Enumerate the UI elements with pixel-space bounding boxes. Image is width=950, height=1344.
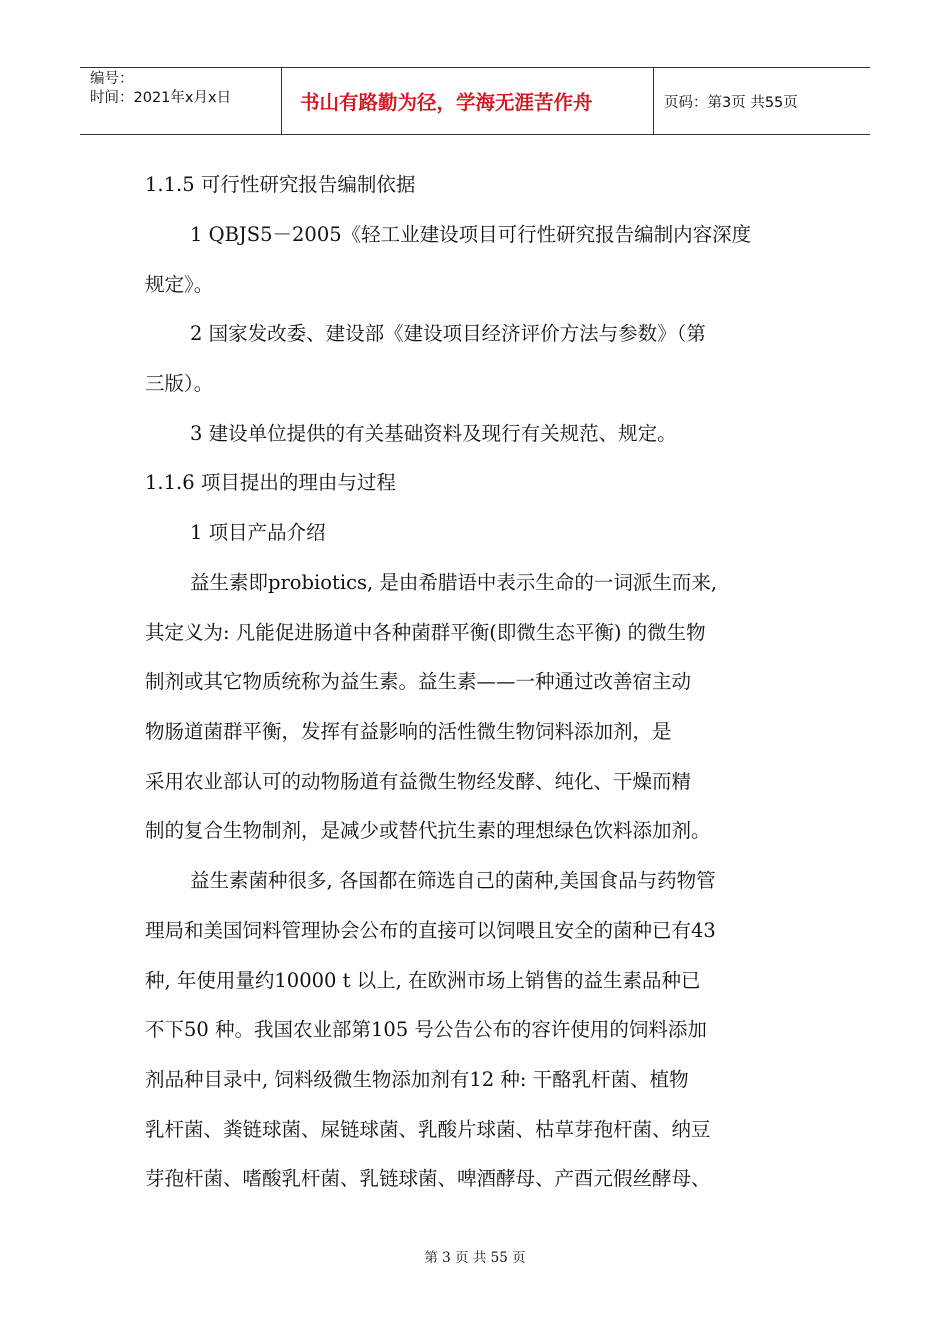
body-line: 其定义为: 凡能促进肠道中各种菌群平衡(即微生态平衡) 的微生物 [145, 621, 706, 644]
page-header [80, 67, 870, 135]
doc-date-label: 时间：2021年x月x日 [90, 90, 232, 106]
header-motto: 书山有路勤为径，学海无涯苦作舟 [282, 68, 654, 134]
body-line: 乳杆菌、粪链球菌、屎链球菌、乳酸片球菌、枯草芽孢杆菌、纳豆 [145, 1118, 711, 1141]
body-line: 2 国家发改委、建设部《建设项目经济评价方法与参数》（第 [190, 322, 706, 345]
body-line: 种, 年使用量约10000 t 以上, 在欧洲市场上销售的益生素品种已 [145, 969, 701, 992]
subheading: 1 项目产品介绍 [190, 521, 326, 544]
body-line: 3 建设单位提供的有关基础资料及现行有关规范、规定。 [190, 422, 677, 445]
body-line: 芽孢杆菌、嗜酸乳杆菌、乳链球菌、啤酒酵母、产酉元假丝酵母、 [145, 1167, 711, 1190]
body-line: 理局和美国饲料管理协会公布的直接可以饲喂且安全的菌种已有43 [145, 919, 716, 942]
body-line: 剂品种目录中, 饲料级微生物添加剂有12 种: 干酪乳杆菌、植物 [145, 1068, 689, 1091]
body-line: 益生素即probiotics, 是由希腊语中表示生命的一词派生而来, [190, 571, 718, 594]
section-heading-1-1-6: 1.1.6 项目提出的理由与过程 [145, 471, 396, 494]
page-footer: 第 3 页 共 55 页 [424, 1250, 526, 1266]
body-line: 采用农业部认可的动物肠道有益微生物经发酵、纯化、干燥而精 [145, 770, 692, 793]
header-page-info: 页码：第3页 共55页 [664, 94, 798, 111]
doc-number-label: 编号： [90, 71, 134, 87]
body-line: 制剂或其它物质统称为益生素。益生素——一种通过改善宿主动 [145, 670, 692, 693]
body-line: 制的复合生物制剂，是减少或替代抗生素的理想绿色饮料添加剂。 [145, 819, 711, 842]
body-line: 三版）。 [145, 372, 214, 395]
body-line: 物肠道菌群平衡，发挥有益影响的活性微生物饲料添加剂，是 [145, 720, 672, 743]
body-line: 1 QBJS5－2005《轻工业建设项目可行性研究报告编制内容深度 [190, 223, 752, 246]
section-heading-1-1-5: 1.1.5 可行性研究报告编制依据 [145, 173, 416, 196]
body-line: 不下50 种。我国农业部第105 号公告公布的容许使用的饲料添加 [145, 1018, 707, 1041]
body-line: 益生素菌种很多, 各国都在筛选自己的菌种,美国食品与药物管 [190, 869, 716, 892]
header-meta [80, 68, 282, 134]
body-line: 规定》。 [145, 273, 214, 296]
